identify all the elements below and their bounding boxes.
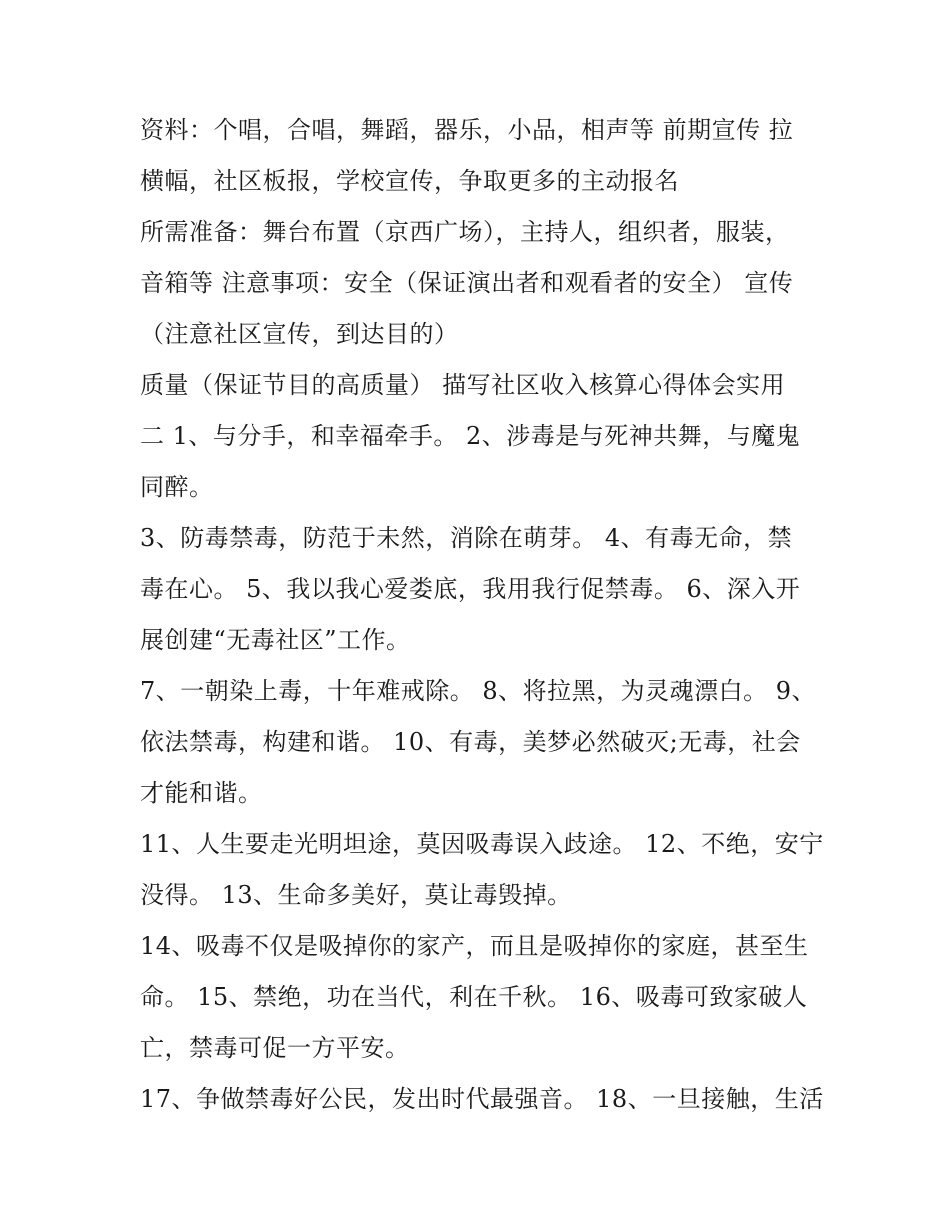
text-line: 毒在心。 5、我以我心爱娄底，我用我行促禁毒。 6、深入开 bbox=[140, 575, 801, 603]
text-line: 资料：个唱，合唱，舞蹈，器乐，小品，相声等 前期宣传 拉 bbox=[140, 116, 794, 144]
text-line: （注意社区宣传，到达目的） bbox=[140, 320, 459, 348]
text-line: 3、防毒禁毒，防范于未然，消除在萌芽。 4、有毒无命，禁 bbox=[140, 524, 793, 552]
text-line: 质量（保证节目的高质量） 描写社区收入核算心得体会实用 bbox=[140, 371, 786, 399]
text-line: 依法禁毒，构建和谐。 10、有毒，美梦必然破灭;无毒，社会 bbox=[140, 728, 801, 756]
text-line: 命。 15、禁绝，功在当代，利在千秋。 16、吸毒可致家破人 bbox=[140, 983, 808, 1011]
text-line: 没得。 13、生命多美好，莫让毒毁掉。 bbox=[140, 881, 572, 909]
text-line: 17、争做禁毒好公民，发出时代最强音。 18、一旦接触，生活 bbox=[140, 1085, 824, 1113]
text-line: 14、吸毒不仅是吸掉你的家产，而且是吸掉你的家庭，甚至生 bbox=[140, 932, 809, 960]
text-line: 二 1、与分手，和幸福牵手。 2、涉毒是与死神共舞，与魔鬼 bbox=[140, 422, 801, 450]
text-line: 展创建“无毒社区”工作。 bbox=[140, 626, 411, 654]
text-line: 亡，禁毒可促一方平安。 bbox=[140, 1034, 410, 1062]
text-line: 所需准备：舞台布置（京西广场），主持人，组织者，服装， bbox=[140, 218, 790, 246]
text-line: 11、人生要走光明坦途，莫因吸毒误入歧途。 12、不绝，安宁 bbox=[140, 830, 824, 858]
document-body bbox=[140, 105, 824, 1125]
text-line: 同醉。 bbox=[140, 473, 214, 501]
text-line: 7、一朝染上毒，十年难戒除。 8、将拉黑，为灵魂漂白。 9、 bbox=[140, 677, 817, 705]
text-line: 音箱等 注意事项：安全（保证演出者和观看者的安全） 宣传 bbox=[140, 269, 794, 297]
text-line: 才能和谐。 bbox=[140, 779, 263, 807]
text-line: 横幅，社区板报，学校宣传，争取更多的主动报名 bbox=[140, 167, 679, 195]
